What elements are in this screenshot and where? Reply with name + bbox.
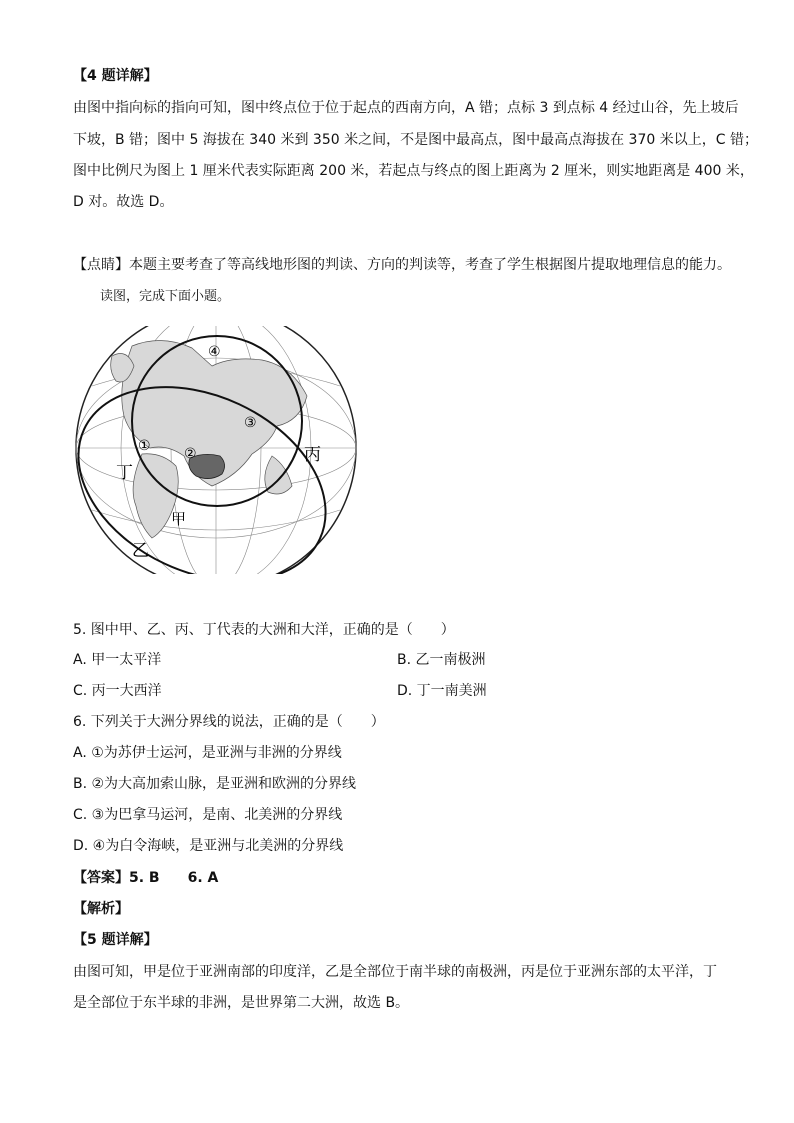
label-circle-2: ② <box>184 446 197 462</box>
read-map-instruction: 读图，完成下面小题。 <box>100 289 231 304</box>
label-circle-1: ① <box>138 438 151 454</box>
q4-detail-line-3: 图中比例尺为图上 1 厘米代表实际距离 200 米，若起点与终点的图上距离为 2 厘米，则实地距离是 400 米， <box>73 163 754 179</box>
label-bing: 丙 <box>304 445 321 465</box>
q5-option-d: D. 丁一南美洲 <box>397 683 487 699</box>
q5-stem: 5. 图中甲、乙、丙、丁代表的大洲和大洋，正确的是（ ） <box>73 622 455 638</box>
dianjing-note: 【点睛】本题主要考查了等高线地形图的判读、方向的判读等，考查了学生根据图片提取地理信息的能力。 <box>73 257 731 273</box>
label-jia: 甲 <box>171 510 187 528</box>
q6-option-b: B. ②为大高加索山脉，是亚洲和欧洲的分界线 <box>73 776 357 792</box>
q5-detail-header: 【5 题详解】 <box>73 932 158 948</box>
q5-option-b: B. 乙一南极洲 <box>397 652 486 668</box>
q4-detail-line-4: D 对。故选 D。 <box>73 194 174 210</box>
answer-line: 【答案】5. B 6. A <box>73 870 219 886</box>
q5-option-a: A. 甲一太平洋 <box>73 652 162 668</box>
q5-option-c: C. 丙一大西洋 <box>73 683 162 699</box>
q4-detail-line-2: 下坡，B 错；图中 5 海拔在 340 米到 350 米之间，不是图中最高点，图中最高点海拔在 370 米以上，C 错； <box>73 132 758 148</box>
q4-detail-header: 【4 题详解】 <box>73 68 158 84</box>
label-yi: 乙 <box>132 541 149 561</box>
q4-detail-line-1: 由图中指向标的指向可知，图中终点位于位于起点的西南方向，A 错；点标 3 到点标 4 经过山谷，先上坡后 <box>73 100 739 116</box>
label-circle-4: ④ <box>208 344 221 360</box>
q6-stem: 6. 下列关于大洲分界线的说法，正确的是（ ） <box>73 714 385 730</box>
label-ding: 丁 <box>116 463 133 483</box>
label-circle-3: ③ <box>244 415 257 431</box>
analysis-header: 【解析】 <box>73 901 129 917</box>
q5-detail-line-1: 由图可知，甲是位于亚洲南部的印度洋，乙是全部位于南半球的南极洲，丙是位于亚洲东部的太平洋，丁 <box>73 964 717 980</box>
q6-option-a: A. ①为苏伊士运河，是亚洲与非洲的分界线 <box>73 745 342 761</box>
q5-detail-line-2: 是全部位于东半球的非洲，是世界第二大洲，故选 B。 <box>73 995 410 1011</box>
q6-option-c: C. ③为巴拿马运河，是南、北美洲的分界线 <box>73 807 343 823</box>
world-map-figure <box>72 326 360 574</box>
q6-option-d: D. ④为白令海峡，是亚洲与北美洲的分界线 <box>73 838 344 854</box>
